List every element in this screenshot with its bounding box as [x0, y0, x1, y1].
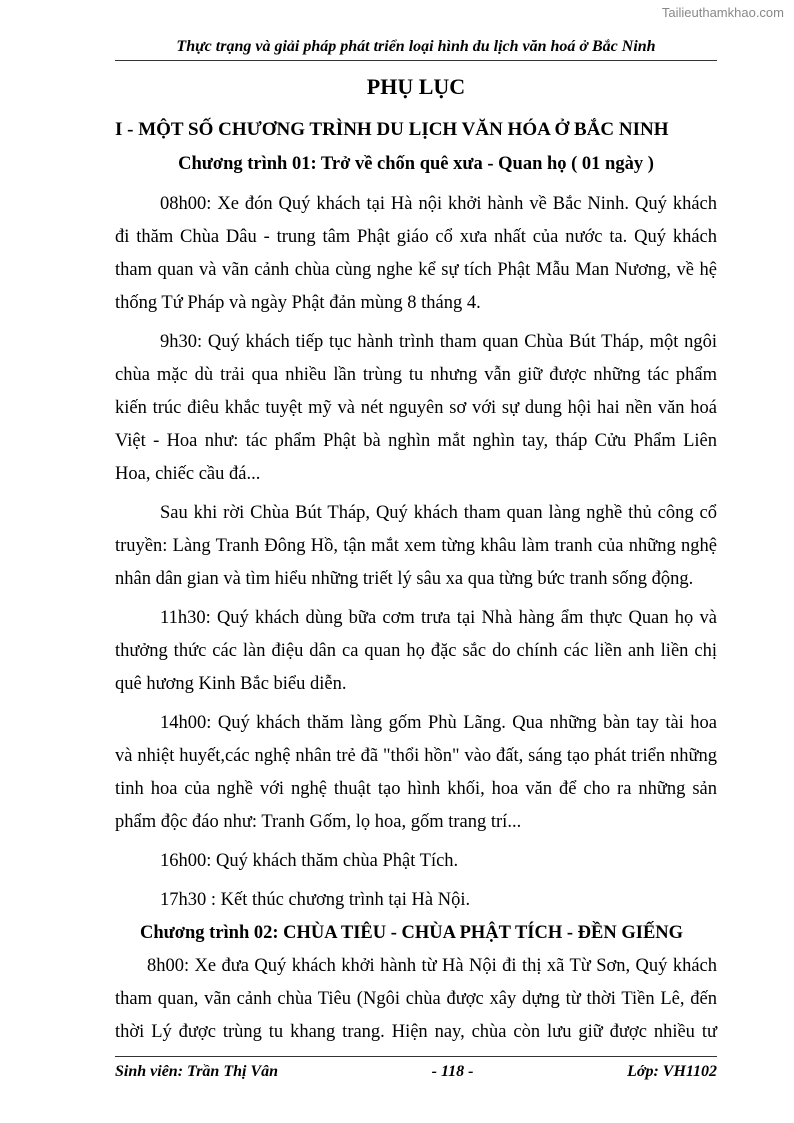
paragraph-dong-ho	[115, 497, 717, 596]
footer-class: Lớp: VH1102	[627, 1063, 717, 1080]
text-line: và nhiệt huyết,các nghệ nhân trẻ đã "thổi hồn" vào đất, sáng tạo phát triển những	[115, 746, 717, 766]
paragraph-08h00	[115, 188, 717, 320]
paragraph-16h00	[115, 845, 717, 878]
text-line: truyền: Làng Tranh Đông Hồ, tận mắt xem từng khâu làm tranh của những nghệ	[115, 536, 717, 556]
document-body	[115, 188, 717, 1055]
page-footer	[115, 1056, 717, 1081]
text-line: kiến trúc điêu khắc tuyệt mỹ và nét nguyên sơ với sự dung hội hai nền văn hoá	[115, 398, 717, 418]
text-line: Sau khi rời Chùa Bút Tháp, Quý khách tham quan làng nghề thủ công cổ	[160, 503, 717, 523]
text-line: 8h00: Xe đưa Quý khách khởi hành từ Hà Nội đi thị xã Từ Sơn, Quý khách	[147, 956, 717, 976]
text-line: thống Tứ Pháp và ngày Phật đản mùng 8 tháng 4.	[115, 293, 481, 313]
text-line: tham quan và vãn cảnh chùa cùng nghe kể sự tích Phật Mẫu Man Nương, về hệ	[115, 260, 717, 280]
section-heading: I - MỘT SỐ CHƯƠNG TRÌNH DU LỊCH VĂN HÓA Ở BẮC NINH	[115, 119, 669, 140]
program1-heading: Chương trình 01: Trở về chốn quê xưa - Quan họ ( 01 ngày )	[178, 154, 654, 174]
paragraph-11h30	[115, 602, 717, 701]
paragraph-program2-8h00	[115, 950, 717, 1049]
footer-page-number: - 118 -	[431, 1063, 474, 1080]
text-line: tham quan, vãn cảnh chùa Tiêu (Ngôi chùa được xây dựng từ thời Tiền Lê, đến	[115, 989, 717, 1009]
text-line: quê hương Kinh Bắc biểu diễn.	[115, 674, 347, 694]
running-header: Thực trạng và giải pháp phát triển loại hình du lịch văn hoá ở Bắc Ninh	[115, 38, 717, 61]
program2-heading: Chương trình 02: CHÙA TIÊU - CHÙA PHẬT TÍCH - ĐỀN GIẾNG	[140, 923, 684, 943]
paragraph-17h30	[115, 884, 717, 917]
footer-student: Sinh viên: Trần Thị Vân	[115, 1063, 279, 1080]
text-line: Việt - Hoa như: tác phẩm Phật bà nghìn mắt nghìn tay, tháp Cửu Phẩm Liên	[115, 431, 717, 451]
text-line: 11h30: Quý khách dùng bữa cơm trưa tại Nhà hàng ẩm thực Quan họ và	[160, 608, 717, 628]
text-line: Hoa, chiếc cầu đá...	[115, 464, 261, 484]
paragraph-14h00	[115, 707, 717, 839]
text-line: 16h00: Quý khách thăm chùa Phật Tích.	[160, 851, 459, 871]
text-line: nhân dân gian và tìm hiểu những triết lý sâu xa qua từng bức tranh sống động.	[115, 569, 694, 589]
text-line: chùa mặc dù trải qua nhiều lần trùng tu nhưng vẫn giữ được những tác phẩm	[115, 365, 717, 385]
text-line: 9h30: Quý khách tiếp tục hành trình tham quan Chùa Bút Tháp, một ngôi	[160, 332, 717, 352]
paragraph-9h30	[115, 326, 717, 491]
text-line: thưởng thức các làn điệu dân ca quan họ đặc sắc do chính các liền anh liền chị	[115, 641, 717, 661]
text-line: thời Lý được trùng tu khang trang. Hiện nay, chùa còn lưu giữ được nhiều tư	[115, 1022, 717, 1042]
text-line: 17h30 : Kết thúc chương trình tại Hà Nội.	[160, 890, 471, 910]
text-line: 14h00: Quý khách thăm làng gốm Phù Lãng. Qua những bàn tay tài hoa	[160, 713, 717, 733]
text-line: phẩm độc đáo như: Tranh Gốm, lọ hoa, gốm trang trí...	[115, 812, 522, 832]
page-title: PHỤ LỤC	[366, 74, 466, 99]
text-line: đi thăm Chùa Dâu - trung tâm Phật giáo cổ xưa nhất của nước ta. Quý khách	[115, 227, 717, 247]
text-line: tinh hoa của nghề với nghệ thuật tạo hình khối, hoa văn để cho ra những sản	[115, 779, 717, 799]
text-line: 08h00: Xe đón Quý khách tại Hà nội khởi hành về Bắc Ninh. Quý khách	[160, 194, 717, 214]
watermark: Tailieuthamkhao.com	[661, 5, 784, 20]
